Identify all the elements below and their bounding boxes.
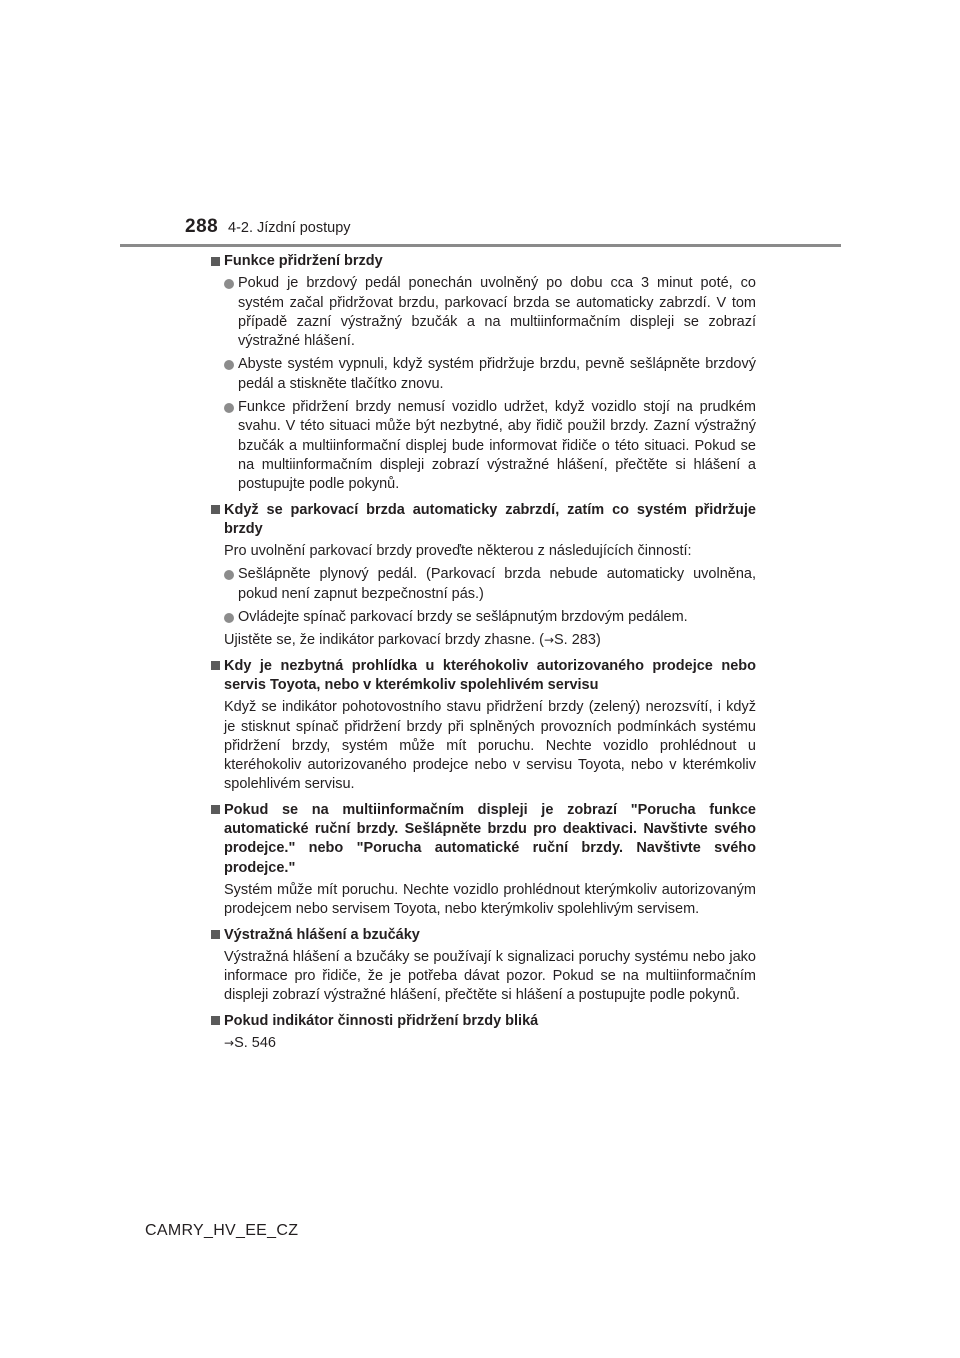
circle-bullet-icon bbox=[224, 570, 234, 580]
section-heading: Kdy je nezbytná prohlídka u kteréhokoliv autorizovaného prodejce nebo servis Toyota, nebo v kterémkoliv spolehlivém servisu bbox=[210, 657, 756, 696]
circle-bullet-icon bbox=[224, 403, 234, 413]
square-bullet-icon bbox=[211, 661, 220, 670]
section-reference bbox=[210, 1034, 756, 1053]
section-body: Systém může mít poruchu. Nechte vozidlo prohlédnout kterýmkoliv autorizovaným prodejcem nebo servisem Toyota, nebo kterýmkoliv spolehlivým servisem. bbox=[224, 881, 756, 918]
square-bullet-icon bbox=[211, 1016, 220, 1025]
square-bullet-icon bbox=[211, 930, 220, 939]
page-number: 288 bbox=[185, 216, 219, 237]
list-item: Abyste systém vypnuli, když systém přidržuje brzdu, pevně sešlápněte brzdový pedál a stiskněte tlačítko znovu. bbox=[210, 355, 756, 394]
section-brake-hold-function bbox=[210, 252, 756, 495]
list-item: Funkce přidržení brzdy nemusí vozidlo udržet, když vozidlo stojí na prudkém svahu. V této situaci může být nezbytné, aby řidič použil brzdy. Zazní výstražný bzučák a multiinformační displej bude informovat řidiče o této situaci. Pokud se na multiinformačním displeji zobrazí výstražné hlášení, přečtěte si hlášení a postupujte podle pokynů. bbox=[210, 398, 756, 494]
circle-bullet-icon bbox=[224, 613, 234, 623]
section-body: Výstražná hlášení a bzučáky se používají k signalizaci poruchy systému nebo jako informace pro řidiče, že je potřeba dávat pozor. Pokud se na multiinformačním displeji zobrazí výstražné hlášení, přečtěte si hlášení a postupujte podle pokynů. bbox=[224, 948, 756, 1004]
section-outro: Ujistěte se, že indikátor parkovací brzdy zhasne. (→S. 283) bbox=[224, 632, 601, 649]
section-heading: Funkce přidržení brzdy bbox=[210, 252, 756, 271]
section-parking-brake-auto bbox=[210, 501, 756, 651]
arrow-right-icon: → bbox=[224, 1035, 235, 1050]
page-content bbox=[210, 252, 756, 1059]
section-indicator-blinking bbox=[210, 1012, 756, 1054]
section-body: Když se indikátor pohotovostního stavu přidržení brzdy (zelený) nerozsvítí, i když je stisknut spínač přidržení brzdy při splněných provozních podmínkách systému přidržení brzdy, systém může mít poruchu. Nechte vozidlo prohlédnout u kteréhokoliv autorizovaného prodejce nebo v servisu Toyota, nebo v kterémkoliv spolehlivém servisu. bbox=[224, 699, 756, 793]
section-intro: Pro uvolnění parkovací brzdy proveďte některou z následujících činností: bbox=[224, 543, 692, 560]
section-malfunction-message bbox=[210, 801, 756, 920]
section-heading: Pokud indikátor činnosti přidržení brzdy bliká bbox=[210, 1012, 756, 1031]
arrow-right-icon: → bbox=[543, 633, 555, 648]
list-item: Ovládejte spínač parkovací brzdy se sešlápnutým brzdovým pedálem. bbox=[210, 608, 756, 627]
header-divider bbox=[120, 244, 841, 247]
page-reference[interactable]: S. 283 bbox=[554, 632, 596, 649]
square-bullet-icon bbox=[211, 257, 220, 266]
section-warnings-buzzers bbox=[210, 926, 756, 1006]
section-heading: Výstražná hlášení a bzučáky bbox=[210, 926, 756, 945]
square-bullet-icon bbox=[211, 505, 220, 514]
list-item: Pokud je brzdový pedál ponechán uvolněný po dobu cca 3 minut poté, co systém začal přidržovat brzdu, parkovací brzda se automaticky zabrzdí. V tom případě zazní výstražný bzučák a na multiinformačním displeji se zobrazí výstražné hlášení. bbox=[210, 274, 756, 351]
square-bullet-icon bbox=[211, 805, 220, 814]
page-reference[interactable]: S. 546 bbox=[234, 1034, 276, 1051]
section-title: 4-2. Jízdní postupy bbox=[228, 220, 351, 236]
document-code: CAMRY_HV_EE_CZ bbox=[145, 1222, 299, 1239]
circle-bullet-icon bbox=[224, 360, 234, 370]
list-item: Sešlápněte plynový pedál. (Parkovací brzda nebude automaticky uvolněna, pokud není zapnut bezpečnostní pás.) bbox=[210, 565, 756, 604]
section-heading: Když se parkovací brzda automaticky zabrzdí, zatím co systém přidržuje brzdy bbox=[210, 501, 756, 540]
section-inspection-required bbox=[210, 657, 756, 795]
section-heading: Pokud se na multiinformačním displeji je zobrazí "Porucha funkce automatické ruční brzdy. Sešlápněte brzdu pro deaktivaci. Navštivte svého prodejce." nebo "Porucha automatické ruční brzdy. Navštivte svého prodejce." bbox=[210, 801, 756, 878]
circle-bullet-icon bbox=[224, 279, 234, 289]
